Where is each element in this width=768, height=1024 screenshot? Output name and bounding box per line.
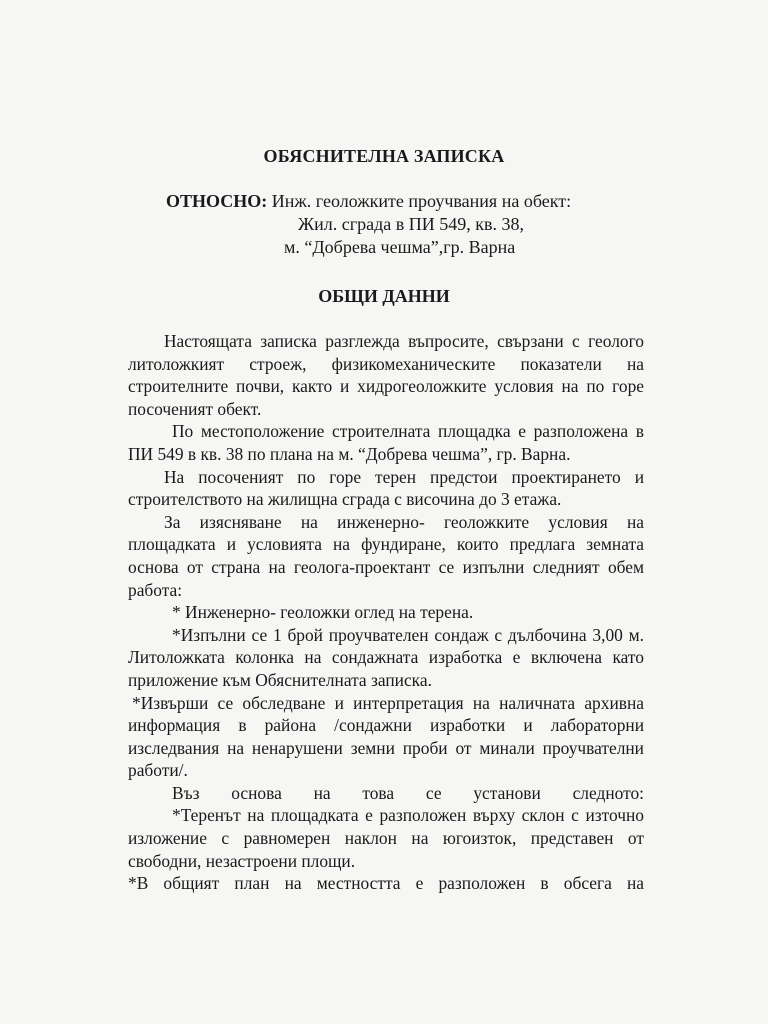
regarding-label: ОТНОСНО: [166, 191, 268, 211]
paragraph: *Изпълни се 1 брой проучвателен сондаж с дълбочина 3,00 м. Литоложката колонка на сондажната изработка е включена като приложение към Обяснителната записка. [128, 624, 644, 690]
document-title: ОБЯСНИТЕЛНА ЗАПИСКА [263, 146, 505, 166]
paragraph: *Теренът на площадката е разположен върху склон с източно изложение с равномерен наклон на югоизток, представен от свободни, незастроени площи. [128, 805, 644, 871]
regarding-text-1: Инж. геоложките проучвания на обект: [267, 191, 572, 211]
paragraph: За изясняване на инженерно- геоложките условия на площадката и условията на фундиране, които предлага земната основа от страна на геолога-проектант се изпълни следният обем работа: [128, 511, 644, 600]
section-title: ОБЩИ ДАННИ [318, 286, 450, 306]
regarding-line-3: м. “Добрева чешма”,гр. Варна [284, 237, 516, 257]
paragraph: *В общият план на местността е разположен в обсега на [128, 873, 644, 894]
document-body [128, 330, 644, 895]
paragraph: * Инженерно- геоложки оглед на терена. [172, 602, 474, 623]
paragraph: *Извърши се обследване и интерпретация на наличната архивна информация в района /сондажни изработки и лабораторни изследвания на ненарушени земни проби от минали проучвателни работи/. [128, 692, 644, 781]
paragraph: Въз основа на това се установи следното: [172, 782, 644, 803]
regarding-line-2: Жил. сграда в ПИ 549, кв. 38, [298, 214, 524, 234]
regarding-line-1 [166, 191, 571, 212]
paragraph: На посоченият по горе терен предстои проектирането и строителството на жилищна сграда с височина до 3 етажа. [128, 466, 644, 510]
paragraph: Настоящата записка разглежда въпросите, свързани с геолого литоложкият строеж, физикомеханическите показатели на строителните почви, както и хидрогеоложките условия на по горе посоченият обект. [128, 331, 644, 419]
paragraph: По местоположение строителната площадка е разположена в ПИ 549 в кв. 38 по плана на м. “Добрева чешма”, гр. Варна. [128, 421, 644, 464]
